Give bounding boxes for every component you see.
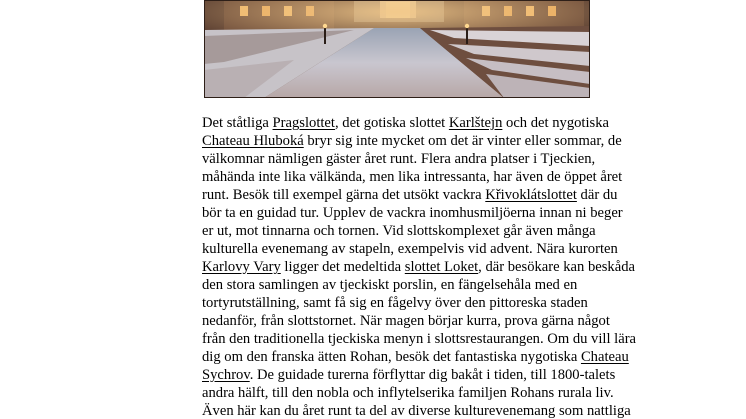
article-line [202,240,654,258]
article-text: andra hälft, till den nobla och inflytelserika familjen Rohans rurala liv. [202,385,614,401]
article-line [202,294,654,312]
article-link[interactable]: slottet Loket [404,259,479,275]
article-line [202,258,654,276]
article-text: från den traditionella tjeckiska menyn i slottsrestaurangen. Om du vill lära [202,331,637,347]
article-link[interactable]: Pragslottet [272,115,335,131]
article-text: ligger det medeltida [280,259,405,275]
article-line [202,384,654,402]
article-text: er ut, mot tinnarna och tornen. Vid slottskomplexet går även många [202,223,596,239]
article-line [202,168,654,186]
article-line [202,186,654,204]
article-text: kulturella evenemang av stapeln, exempelvis vid advent. Nära kurorten [202,241,618,257]
article-line [202,132,654,150]
article-text: bör ta en guidad tur. Upplev de vackra inomhusmiljöerna innan ni beger [202,205,623,221]
article-body [202,114,654,419]
article-text: Det ståtliga [202,115,273,131]
article-line [202,402,654,419]
article-link[interactable]: Karlštejn [448,115,503,131]
article-line [202,366,654,384]
article-text: runt. Besök till exempel gärna det utsökt vackra [202,187,486,203]
article-text: nedanför, från slottstornet. När magen börjar kurra, prova gärna något [202,313,610,329]
article-text: , det gotiska slottet [334,115,449,131]
article-line [202,204,654,222]
article-text: den stora samlingen av tjeckiskt porslin, en fängelsehåla med en [202,277,578,293]
article-line [202,330,654,348]
article-text: välkomnar nämligen gäster året runt. Flera andra platser i Tjeckien, [202,151,596,167]
article-text: , där besökare kan beskåda [478,259,635,275]
article-text: . De guidade turerna förflyttar dig bakåt i tiden, till 1800-talets [249,367,616,383]
article-line [202,312,654,330]
article-text: där du [576,187,618,203]
article-text: Även här kan du året runt ta del av diverse kulturevenemang som nattliga [202,403,631,419]
article-text: måhända inte lika välkända, men lika intressanta, har även de öppet året [202,169,623,185]
article-line [202,150,654,168]
article-line [202,114,654,132]
article-link[interactable]: Chateau [580,349,629,365]
article-text: dig om den franska ätten Rohan, besök det fantastiska nygotiska [202,349,581,365]
article-link[interactable]: Sychrov [202,367,250,383]
article-line [202,348,654,366]
article-line [202,222,654,240]
article-link[interactable]: Chateau Hluboká [202,133,304,149]
article-link[interactable]: Křivoklátslottet [485,187,577,203]
castle-photo-illustration [204,0,590,98]
article-text: och det nygotiska [502,115,609,131]
article-text: bryr sig inte mycket om det är vinter eller sommar, de [303,133,622,149]
article-line [202,276,654,294]
castle-winter-photo [204,0,590,98]
article-link[interactable]: Karlovy Vary [202,259,281,275]
article-text: tortyrutställning, samt få sig en fågelvy över den pittoreska staden [202,295,588,311]
